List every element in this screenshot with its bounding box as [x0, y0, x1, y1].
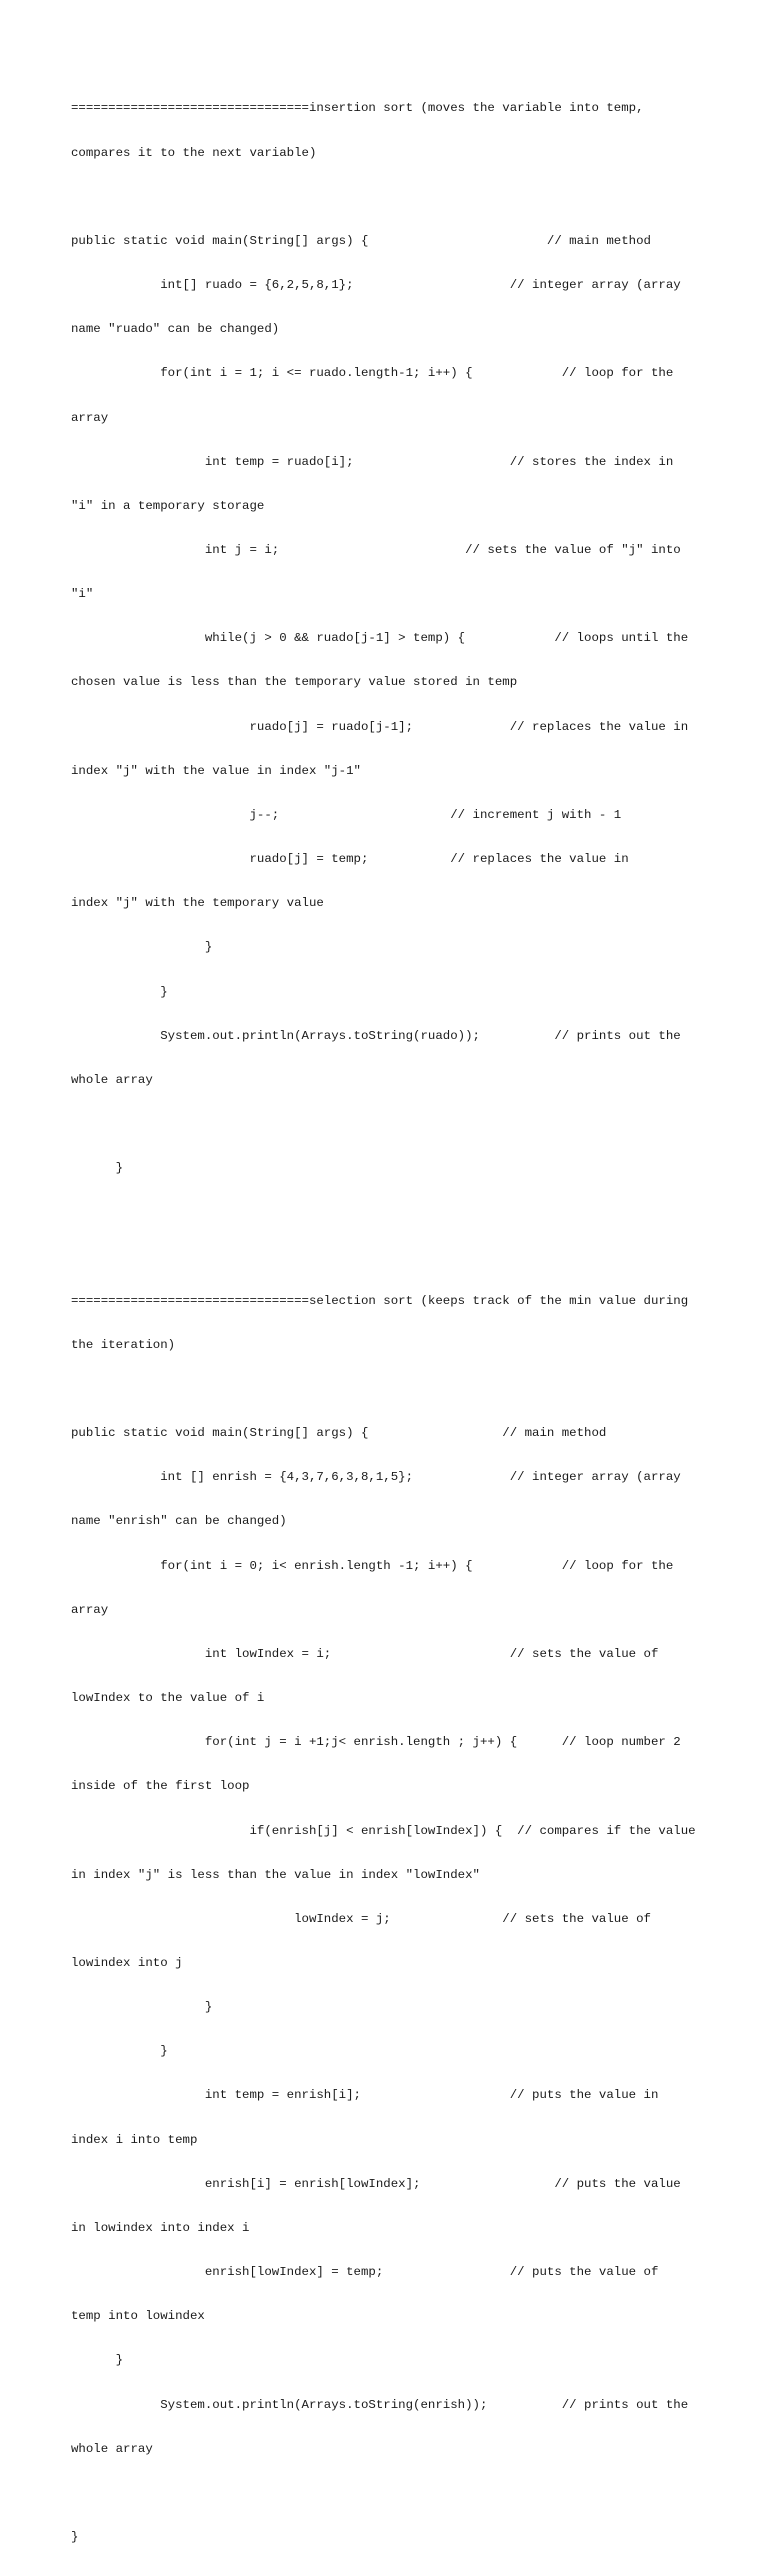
code-line: in index "j" is less than the value in index "lowIndex"	[71, 1867, 480, 1882]
code-line: if(enrish[j] < enrish[lowIndex]) { // compares if the value	[71, 1823, 696, 1838]
code-line: for(int i = 0; i< enrish.length -1; i++) { // loop for the	[71, 1558, 674, 1573]
code-line: int[] ruado = {6,2,5,8,1}; // integer array (array	[71, 278, 681, 293]
blank-line	[71, 190, 711, 205]
code-line: whole array	[71, 1072, 153, 1087]
code-line: temp into lowindex	[71, 2309, 205, 2324]
code-line: enrish[i] = enrish[lowIndex]; // puts the value	[71, 2176, 681, 2191]
blank-line	[71, 1382, 711, 1397]
code-line: array	[71, 1602, 109, 1617]
document-page	[71, 72, 711, 2559]
blank-line	[71, 1117, 711, 1132]
code-line: index "j" with the temporary value	[71, 896, 324, 911]
code-line: }	[71, 2044, 168, 2059]
code-line: System.out.println(Arrays.toString(enrish)); // prints out the	[71, 2397, 689, 2412]
code-line: public static void main(String[] args) { // main method	[71, 233, 651, 248]
blank-line	[71, 2486, 711, 2501]
text-line: the iteration)	[71, 1337, 176, 1352]
code-line: index "j" with the value in index "j-1"	[71, 763, 361, 778]
code-line: System.out.println(Arrays.toString(ruado)); // prints out the	[71, 1028, 681, 1043]
code-line: int temp = enrish[i]; // puts the value in	[71, 2088, 659, 2103]
code-line: for(int j = i +1;j< enrish.length ; j++) { // loop number 2	[71, 1735, 681, 1750]
code-line: }	[71, 2530, 79, 2545]
code-line: int j = i; // sets the value of "j" into	[71, 543, 681, 557]
code-line: ruado[j] = temp; // replaces the value in	[71, 852, 629, 867]
code-line: chosen value is less than the temporary value stored in temp	[71, 675, 518, 690]
code-line: enrish[lowIndex] = temp; // puts the value of	[71, 2265, 659, 2280]
code-line: for(int i = 1; i <= ruado.length-1; i++) { // loop for the	[71, 366, 674, 381]
code-line: lowIndex to the value of i	[71, 1691, 265, 1706]
blank-line	[71, 1250, 711, 1265]
code-line: lowIndex = j; // sets the value of	[71, 1911, 651, 1926]
code-line: name "enrish" can be changed)	[71, 1514, 287, 1529]
heading-insertion-sort: ================================insertion sort (moves the variable into temp,	[71, 101, 644, 116]
code-line: int lowIndex = i; // sets the value of	[71, 1646, 659, 1661]
code-line: ruado[j] = ruado[j-1]; // replaces the value in	[71, 719, 689, 734]
code-line: lowindex into j	[71, 1956, 183, 1970]
blank-line	[71, 1205, 711, 1220]
code-line: int [] enrish = {4,3,7,6,3,8,1,5}; // integer array (array	[71, 1470, 681, 1485]
heading-selection-sort: ================================selection sort (keeps track of the min value during	[71, 1293, 689, 1308]
code-line: "i" in a temporary storage	[71, 498, 265, 513]
code-line: j--; // increment j with - 1	[71, 807, 622, 822]
code-line: while(j > 0 && ruado[j-1] > temp) { // loops until the	[71, 631, 689, 646]
code-line: }	[71, 1161, 124, 1176]
code-line: array	[71, 410, 109, 425]
code-line: }	[71, 2000, 213, 2015]
code-line: in lowindex into index i	[71, 2220, 250, 2235]
text-line: compares it to the next variable)	[71, 145, 317, 160]
code-line: name "ruado" can be changed)	[71, 322, 280, 337]
code-line: }	[71, 984, 168, 999]
code-line: inside of the first loop	[71, 1779, 250, 1794]
code-line: whole array	[71, 2441, 153, 2456]
code-line: }	[71, 2353, 124, 2368]
code-line: int temp = ruado[i]; // stores the index in	[71, 454, 674, 469]
code-line: "i"	[71, 587, 94, 602]
code-line: }	[71, 940, 213, 955]
code-line: index i into temp	[71, 2132, 198, 2147]
code-line: public static void main(String[] args) { // main method	[71, 1426, 607, 1441]
